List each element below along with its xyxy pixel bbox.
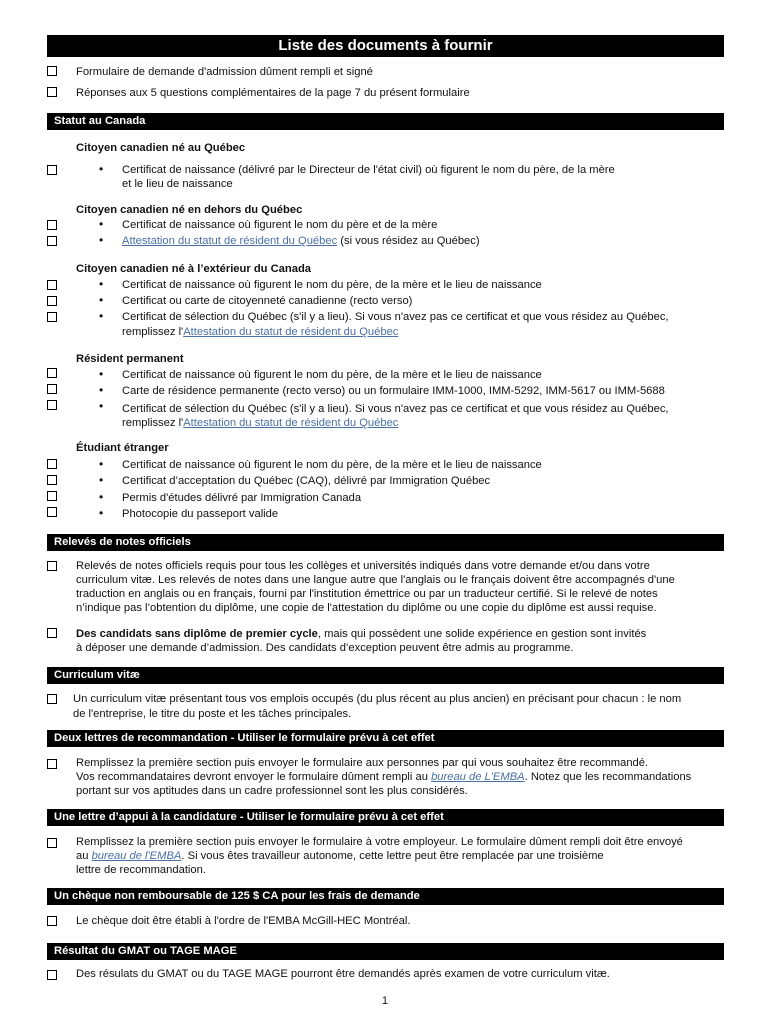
paragraph-line: Un curriculum vitæ présentant tous vos emplois occupés (du plus récent au plus ancien) en précisant pour chacun : le nom [73, 693, 682, 705]
bullet: • [99, 473, 104, 487]
attestation-link[interactable]: Attestation du statut de résident du Québec [183, 326, 399, 338]
bullet: • [99, 506, 104, 520]
subheading: Étudiant étranger [76, 442, 169, 454]
section-header-statut: Statut au Canada [47, 113, 724, 130]
section-header-appui: Une lettre d’appui à la candidature - Utiliser le formulaire prévu à cet effet [47, 809, 724, 826]
list-item: Certificat de naissance où figurent le nom du père, de la mère et le lieu de naissance [122, 369, 542, 381]
section-header-gmat: Résultat du GMAT ou TAGE MAGE [47, 943, 724, 960]
section-header-lettres: Deux lettres de recommandation - Utiliser le formulaire prévu à cet effet [47, 730, 724, 747]
checkbox[interactable] [47, 694, 57, 704]
checkbox[interactable] [47, 459, 57, 469]
paragraph-line: Remplissez la première section puis envoyer le formulaire aux personnes par qui vous souhaitez être recommandé. [76, 757, 649, 769]
paragraph-line: de l'entreprise, le titre du poste et les tâches principales. [73, 708, 352, 720]
paragraph-line: curriculum vitæ. Les relevés de notes dans une langue autre que l'anglais ou le français doivent être accompagnés d'une [76, 574, 675, 586]
bullet: • [99, 277, 104, 291]
bullet: • [99, 233, 104, 247]
list-item: et le lieu de naissance [122, 178, 233, 190]
emba-office-link[interactable]: bureau de L'EMBA [431, 771, 525, 783]
checkbox[interactable] [47, 759, 57, 769]
checkbox[interactable] [47, 384, 57, 394]
paragraph-line: portant sur vos aptitudes dans un cadre professionnel sont les plus considérés. [76, 785, 468, 797]
list-item: Formulaire de demande d'admission dûment rempli et signé [76, 66, 373, 78]
attestation-link[interactable]: Attestation du statut de résident du Québec [183, 417, 399, 429]
list-item: Certificat de naissance (délivré par le Directeur de l'état civil) où figurent le nom du père, de la mère [122, 164, 615, 176]
bullet: • [99, 399, 104, 413]
section-header-cheque: Un chèque non remboursable de 125 $ CA pour les frais de demande [47, 888, 724, 905]
subheading: Résident permanent [76, 353, 184, 365]
bullet: • [99, 457, 104, 471]
list-item: Photocopie du passeport valide [122, 508, 279, 520]
checkbox[interactable] [47, 368, 57, 378]
page-title: Liste des documents à fournir [47, 35, 724, 57]
paragraph-line: au bureau de l'EMBA. Si vous êtes travailleur autonome, cette lettre peut être remplacée par une troisième [76, 850, 604, 862]
paragraph-line: Relevés de notes officiels requis pour tous les collèges et universités indiqués dans votre demande et/ou dans votre [76, 560, 650, 572]
list-item: Certificat de naissance où figurent le nom du père, de la mère et le lieu de naissance [122, 459, 542, 471]
checkbox[interactable] [47, 165, 57, 175]
paragraph-line: n’indique pas l’obtention du diplôme, une copie de l'attestation du diplôme ou une copie du diplôme est aussi requise. [76, 602, 657, 614]
checkbox[interactable] [47, 491, 57, 501]
list-item: remplissez l'Attestation du statut de résident du Québec [122, 417, 399, 429]
checkbox[interactable] [47, 628, 57, 638]
list-item: Certificat d’acceptation du Québec (CAQ), délivré par Immigration Québec [122, 475, 491, 487]
list-item: Attestation du statut de résident du Québec (si vous résidez au Québec) [122, 235, 480, 247]
list-item: Certificat de sélection du Québec (s'il y a lieu). Si vous n'avez pas ce certificat et que vous résidez au Québec, [122, 403, 669, 415]
bullet: • [99, 490, 104, 504]
bullet: • [99, 367, 104, 381]
list-item: Réponses aux 5 questions complémentaires de la page 7 du présent formulaire [76, 87, 470, 99]
checkbox[interactable] [47, 280, 57, 290]
list-item: Certificat ou carte de citoyenneté canadienne (recto verso) [122, 295, 413, 307]
section-header-releves: Relevés de notes officiels [47, 534, 724, 551]
list-item: Certificat de sélection du Québec (s'il y a lieu). Si vous n'avez pas ce certificat et que vous résidez au Québec, [122, 311, 669, 323]
checkbox[interactable] [47, 507, 57, 517]
checkbox[interactable] [47, 400, 57, 410]
checkbox[interactable] [47, 838, 57, 848]
list-item: Carte de résidence permanente (recto verso) ou un formulaire IMM-1000, IMM-5292, IMM-5617 ou IMM-5688 [122, 385, 665, 397]
checkbox[interactable] [47, 916, 57, 926]
page-number: 1 [381, 995, 389, 1007]
paragraph-line: Le chèque doit être établi à l'ordre de l'EMBA McGill-HEC Montréal. [76, 915, 411, 927]
list-item: Certificat de naissance où figurent le nom du père, de la mère et le lieu de naissance [122, 279, 542, 291]
bullet: • [99, 217, 104, 231]
checkbox[interactable] [47, 87, 57, 97]
subheading: Citoyen canadien né à l’extérieur du Canada [76, 263, 312, 275]
emba-office-link[interactable]: bureau de l'EMBA [91, 850, 182, 862]
section-header-cv: Curriculum vitæ [47, 667, 724, 684]
list-item: Permis d'études délivré par Immigration Canada [122, 492, 362, 504]
paragraph-line: Remplissez la première section puis envoyer le formulaire à votre employeur. Le formulaire dûment rempli doit être envoyé [76, 836, 683, 848]
bullet: • [99, 293, 104, 307]
checkbox[interactable] [47, 561, 57, 571]
list-item: remplissez l'Attestation du statut de résident du Québec [122, 326, 399, 338]
paragraph-line: à déposer une demande d’admission. Des candidats d’exception peuvent être admis au programme. [76, 642, 574, 654]
checkbox[interactable] [47, 970, 57, 980]
checkbox[interactable] [47, 220, 57, 230]
paragraph-line: Des candidats sans diplôme de premier cycle, mais qui possèdent une solide expérience en gestion sont invités [76, 628, 647, 640]
bullet: • [99, 309, 104, 323]
paragraph-line: traduction en anglais ou en français, fourni par l'institution émettrice ou par un traducteur certifié. Si le relevé de notes [76, 588, 658, 600]
paragraph-line: lettre de recommandation. [76, 864, 206, 876]
paragraph-line: Vos recommandataires devront envoyer le formulaire dûment rempli au bureau de L'EMBA. Notez que les recommandations [76, 771, 692, 783]
checkbox[interactable] [47, 296, 57, 306]
paragraph-line: Des résulats du GMAT ou du TAGE MAGE pourront être demandés après examen de votre curriculum vitæ. [76, 968, 610, 980]
subheading: Citoyen canadien né au Québec [76, 142, 246, 154]
checkbox[interactable] [47, 312, 57, 322]
subheading: Citoyen canadien né en dehors du Québec [76, 204, 303, 216]
checkbox[interactable] [47, 236, 57, 246]
attestation-link[interactable]: Attestation du statut de résident du Québec [122, 235, 338, 247]
list-item: Certificat de naissance où figurent le nom du père et de la mère [122, 219, 438, 231]
bullet: • [99, 383, 104, 397]
checkbox[interactable] [47, 66, 57, 76]
checkbox[interactable] [47, 475, 57, 485]
bullet: • [99, 162, 104, 176]
